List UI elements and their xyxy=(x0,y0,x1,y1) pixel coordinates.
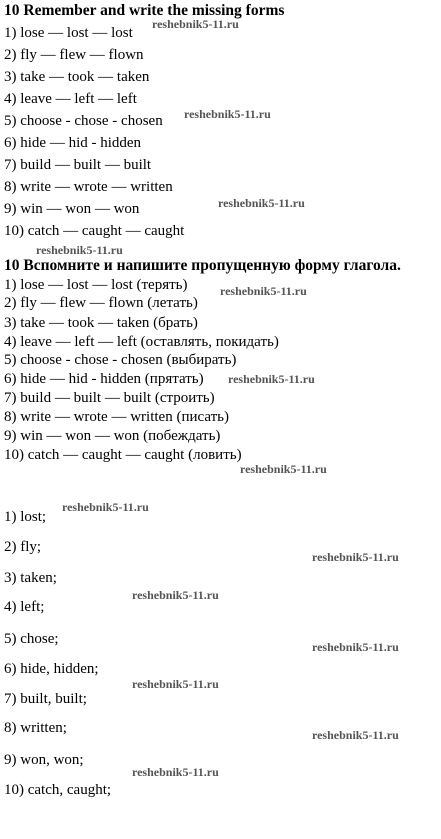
list-item: 4) leave — left — left (оставлять, покидать) xyxy=(4,334,279,350)
heading-russian: 10 Вспомните и напишите пропущенную форму глагола. xyxy=(4,257,401,274)
watermark: reshebnik5-11.ru xyxy=(36,243,123,257)
watermark: reshebnik5-11.ru xyxy=(152,17,239,31)
list-item: 4) leave — left — left xyxy=(4,91,137,107)
answer-item: 1) lost; xyxy=(4,509,47,525)
watermark: reshebnik5-11.ru xyxy=(312,550,399,564)
watermark: reshebnik5-11.ru xyxy=(312,640,399,654)
watermark: reshebnik5-11.ru xyxy=(132,677,219,691)
list-item: 9) win — won — won xyxy=(4,201,140,217)
watermark: reshebnik5-11.ru xyxy=(132,765,219,779)
answer-item: 10) catch, caught; xyxy=(4,782,112,798)
list-item: 7) build — built — built xyxy=(4,157,152,173)
answer-item: 5) chose; xyxy=(4,631,59,647)
list-item: 9) win — won — won (побеждать) xyxy=(4,428,221,444)
answer-item: 2) fly; xyxy=(4,539,42,555)
list-item: 8) write — wrote — written xyxy=(4,179,173,195)
answer-item: 8) written; xyxy=(4,720,67,736)
list-item: 2) fly — flew — flown xyxy=(4,47,144,63)
list-item: 6) hide — hid - hidden xyxy=(4,135,142,151)
list-item: 1) lose — lost — lost (терять) xyxy=(4,277,188,293)
list-item: 3) take — took — taken (брать) xyxy=(4,315,198,331)
watermark: reshebnik5-11.ru xyxy=(218,196,305,210)
watermark: reshebnik5-11.ru xyxy=(62,500,149,514)
watermark: reshebnik5-11.ru xyxy=(220,284,307,298)
answer-item: 7) built, built; xyxy=(4,691,87,707)
watermark: reshebnik5-11.ru xyxy=(240,462,327,476)
list-item: 10) catch — caught — caught (ловить) xyxy=(4,447,242,463)
heading-english: 10 Remember and write the missing forms xyxy=(4,2,285,19)
answer-item: 9) won, won; xyxy=(4,752,84,768)
watermark: reshebnik5-11.ru xyxy=(228,372,315,386)
watermark: reshebnik5-11.ru xyxy=(184,107,271,121)
list-item: 8) write — wrote — written (писать) xyxy=(4,409,230,425)
answer-item: 4) left; xyxy=(4,599,45,615)
list-item: 5) choose - chose - chosen (выбирать) xyxy=(4,352,237,368)
list-item: 3) take — took — taken xyxy=(4,69,150,85)
watermark: reshebnik5-11.ru xyxy=(312,728,399,742)
answer-item: 3) taken; xyxy=(4,570,57,586)
list-item: 7) build — built — built (строить) xyxy=(4,390,215,406)
watermark: reshebnik5-11.ru xyxy=(132,588,219,602)
list-item: 2) fly — flew — flown (летать) xyxy=(4,295,198,311)
list-item: 10) catch — caught — caught xyxy=(4,223,185,239)
list-item: 5) choose - chose - chosen xyxy=(4,113,163,129)
list-item: 1) lose — lost — lost xyxy=(4,25,133,41)
answer-item: 6) hide, hidden; xyxy=(4,661,99,677)
list-item: 6) hide — hid - hidden (прятать) xyxy=(4,371,204,387)
